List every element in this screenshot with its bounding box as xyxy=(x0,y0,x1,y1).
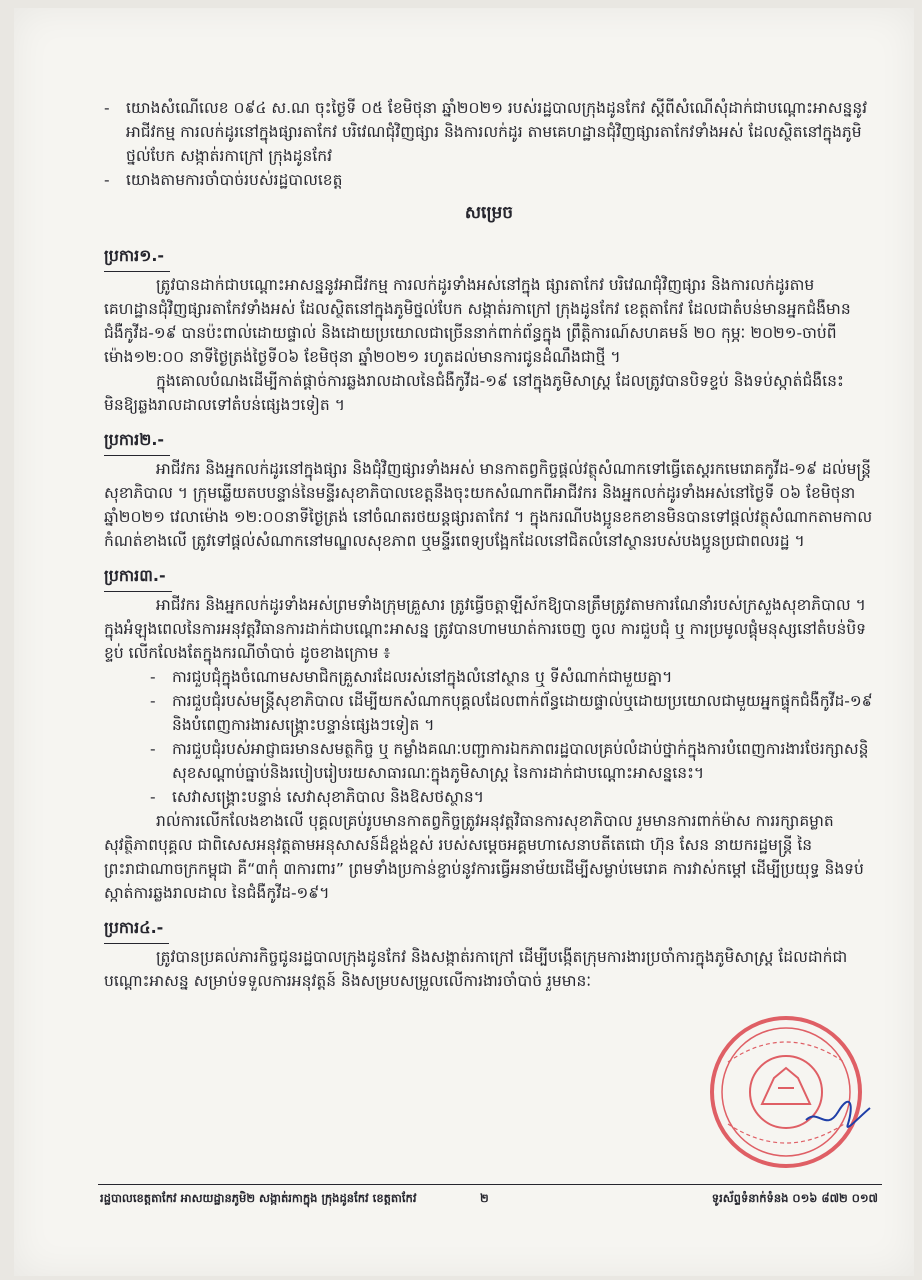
article-3-exception-3: - ការជួបជុំរបស់អាជ្ញាធរមានសមត្ថកិច្ច ឬ កម្លាំងគណៈបញ្ជាការឯកភាពរដ្ឋបាលគ្រប់លំដាប់ថ្នាក់ក្នុងការបំពេញការងារថែរក្សាសន្តិសុខសណ្តាប់ធ្នាប់និងរបៀបរៀបរយសាធារណៈក្នុងភូមិសាស្ត្រ នៃការដាក់ជាបណ្តោះអាសន្ននេះ។ xyxy=(104,737,874,785)
article-4 xyxy=(104,905,874,993)
reference-bullet-1: - យោងសំណើលេខ ០៩៤ ស.ណ ចុះថ្ងៃទី ០៥ ខែមិថុនា ឆ្នាំ២០២១ របស់រដ្ឋបាលក្រុងដូនកែវ ស្តីពីសំណើសុំដាក់ជាបណ្តោះអាសន្ននូវអាជីវកម្ម ការលក់ដូរនៅក្នុងផ្សារតាកែវ បរិវេណជុំវិញផ្សារ និងការលក់ដូរ តាមគេហដ្ឋានជុំវិញផ្សារតាកែវទាំងអស់ ដែលស្ថិតនៅក្នុងភូមិថ្នល់បែក សង្កាត់រកាក្រៅ ក្រុងដូនកែវ xyxy=(104,96,874,168)
footer-phone: ទូរស័ព្ទទំនាក់ទំនង ០១៦ ៨៧២ ០១៧ xyxy=(711,1191,878,1205)
article-1-title: ប្រការ១.- xyxy=(104,245,164,269)
footer-address: រដ្ឋបាលខេត្តតាកែវ អាសយដ្ឋានភូមិ២ សង្កាត់រកាក្នុង ក្រុងដូនកែវ ខេត្តតាកែវ xyxy=(100,1191,417,1205)
article-2-title: ប្រការ២.- xyxy=(104,429,164,453)
page-number: ២ xyxy=(480,1191,489,1205)
article-3-exception-4: - សេវាសង្គ្រោះបន្ទាន់ សេវាសុខាភិបាល និងឱសថស្ថាន។ xyxy=(104,785,874,809)
document-body xyxy=(104,96,874,993)
article-3-exception-1: - ការជួបជុំក្នុងចំណោមសមាជិកគ្រួសារដែលរស់នៅក្នុងលំនៅស្ថាន ឬ ទីសំណាក់ជាមួយគ្នា។ xyxy=(104,665,874,689)
article-3 xyxy=(104,553,874,905)
official-seal xyxy=(698,1012,874,1172)
article-4-title: ប្រការ៤.- xyxy=(104,917,163,941)
article-1-paragraph-1: ត្រូវបានដាក់ជាបណ្តោះអាសន្ននូវអាជីវកម្ម ការលក់ដូរទាំងអស់នៅក្នុង ផ្សារតាកែវ បរិវេណជុំវិញផ្សារ និងការលក់ដូរតាមគេហដ្ឋានជុំវិញផ្សារតាកែវទាំងអស់ ដែលស្ថិតនៅក្នុងភូមិថ្នល់បែក សង្កាត់រកាក្រៅ ក្រុងដូនកែវ ខេត្តតាកែវ ដែលជាតំបន់មានអ្នកជំងឺមានជំងឺកូវីដ-១៩ បានប៉ះពាល់ដោយផ្ទាល់ និងដោយប្រយោលជាច្រើននាក់ពាក់ព័ន្ធក្នុង ព្រឹត្តិការណ៍សហគមន៍ ២០ កុម្ភៈ ២០២១-ចាប់ពីម៉ោង១២:០០ នាទីថ្ងៃត្រង់ថ្ងៃទី០៦ ខែមិថុនា ឆ្នាំ២០២១ រហូតដល់មានការជូនដំណឹងជាថ្មី ។ xyxy=(104,276,851,366)
article-4-paragraph-1: ត្រូវបានប្រគល់ភារកិច្ចជូនរដ្ឋបាលក្រុងដូនកែវ និងសង្កាត់រកាក្រៅ ដើម្បីបង្កើតក្រុមការងារប្រចាំការក្នុងភូមិសាស្ត្រ ដែលដាក់ជាបណ្តោះអាសន្ន សម្រាប់ទទួលការអនុវត្តន៍ និងសម្របសម្រួលលើការងារចាំបាច់ រួមមានៈ xyxy=(104,948,848,990)
seal-stamp-icon xyxy=(712,1018,860,1166)
article-3-title: ប្រការ៣.- xyxy=(104,565,166,589)
document-page xyxy=(14,8,914,1276)
article-3-exception-2: - ការជួបជុំរបស់មន្ត្រីសុខាភិបាល ដើម្បីយកសំណាកបុគ្គលដែលពាក់ព័ន្ធដោយផ្ទាល់ឬដោយប្រយោលជាមួយអ្នកផ្ទុកជំងឺកូវីដ-១៩ និងបំពេញការងារសង្គ្រោះបន្ទាន់ផ្សេងៗទៀត ។ xyxy=(104,689,874,737)
article-1-paragraph-2: ក្នុងគោលបំណងដើម្បីកាត់ផ្តាច់ការឆ្លងរាលដាលនៃជំងឺកូវីដ-១៩ នៅក្នុងភូមិសាស្ត្រ ដែលត្រូវបានបិទខ្ទប់ និងទប់ស្កាត់ជំងឺនេះមិនឱ្យឆ្លងរាលដាលទៅតំបន់ផ្សេងៗទៀត ។ xyxy=(104,372,844,414)
reference-bullet-2: - យោងតាមការចាំបាច់របស់រដ្ឋបាលខេត្ត xyxy=(104,168,874,192)
article-1 xyxy=(104,233,874,417)
article-2-paragraph-1: អាជីវករ និងអ្នកលក់ដូរនៅក្នុងផ្សារ និងជុំវិញផ្សារទាំងអស់ មានកាតព្វកិច្ចផ្តល់វត្ថុសំណាកទៅធ្វើតេស្តរកមេរោគកូវីដ-១៩ ដល់មន្ត្រីសុខាភិបាល ។ ក្រុមឆ្លើយតបបន្ទាន់នៃមន្ទីរសុខាភិបាលខេត្តនឹងចុះយកសំណាកពីអាជីវករ និងអ្នកលក់ដូរទាំងអស់នៅថ្ងៃទី ០៦ ខែមិថុនា ឆ្នាំ២០២១ វេលាម៉ោង ១២:០០នាទីថ្ងៃត្រង់ នៅចំណតរថយន្តផ្សារតាកែវ ។ ក្នុងករណីបងប្អូនខកខានមិនបានទៅផ្តល់វត្ថុសំណាកតាមកាលកំណត់ខាងលើ ត្រូវទៅផ្តល់សំណាកនៅមណ្ឌលសុខភាព ឬមន្ទីរពេទ្យបង្អែកដែលនៅជិតលំនៅស្ថានរបស់បងប្អូនប្រជាពលរដ្ឋ ។ xyxy=(104,460,873,550)
article-3-closing: រាល់ការលើកលែងខាងលើ បុគ្គលគ្រប់រូបមានកាតព្វកិច្ចត្រូវអនុវត្តវិធានការសុខាភិបាល រួមមានការពាក់ម៉ាស ការរក្សាគម្លាតសុវត្ថិភាពបុគ្គល ជាពិសេសអនុវត្តតាមអនុសាសន៍ដ៏ខ្ពង់ខ្ពស់ របស់សម្តេចអគ្គមហាសេនាបតីតេជោ ហ៊ុន សែន នាយករដ្ឋមន្ត្រី នៃព្រះរាជាណាចក្រកម្ពុជា គឺ“៣កុំ ៣ការពារ” ព្រមទាំងប្រកាន់ខ្ជាប់នូវការធ្វើអនាម័យដើម្បីសម្លាប់មេរោគ ការវាស់កម្តៅ ដើម្បីប្រយុទ្ធ និងទប់ស្កាត់ការឆ្លងរាលដាល នៃជំងឺកូវីដ-១៩។ xyxy=(104,812,864,902)
article-2 xyxy=(104,417,874,553)
page-footer xyxy=(98,1184,882,1205)
decision-heading: សម្រេច xyxy=(464,203,514,223)
article-3-paragraph-1: អាជីវករ និងអ្នកលក់ដូរទាំងអស់ព្រមទាំងក្រុមគ្រួសារ ត្រូវធ្វើចត្តាឡីស័កឱ្យបានត្រឹមត្រូវតាមការណែនាំរបស់ក្រសួងសុខាភិបាល ។ ក្នុងអំឡុងពេលនៃការអនុវត្តវិធានការដាក់ជាបណ្តោះអាសន្ន ត្រូវបានហាមឃាត់ការចេញ ចូល ការជួបជុំ ឬ ការប្រមូលផ្តុំមនុស្សនៅតំបន់បិទខ្ទប់ លើកលែងតែក្នុងករណីចាំបាច់ ដូចខាងក្រោម ៖ xyxy=(104,596,867,662)
